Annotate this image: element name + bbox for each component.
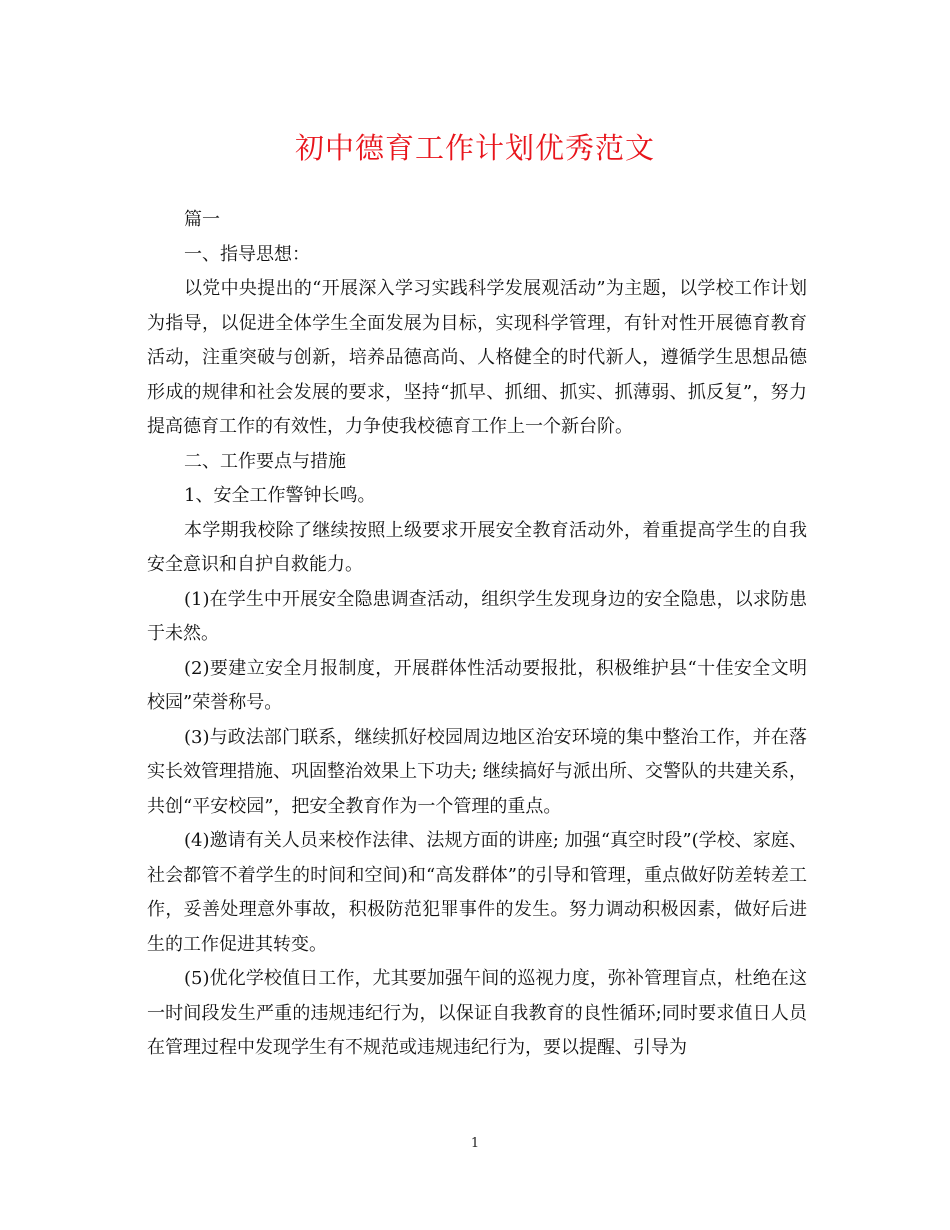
heading-work-points: 二、工作要点与措施 <box>184 450 346 472</box>
list-item: (2)要建立安全月报制度，开展群体性活动要报批，积极维护县“十佳安全文明校园”荣誉称号。 <box>147 657 807 713</box>
document-body <box>147 203 807 1066</box>
list-item: (3)与政法部门联系，继续抓好校园周边地区治安环境的集中整治工作，并在落实长效管理措施、巩固整治效果上下功夫; 继续搞好与派出所、交警队的共建关系，共创“平安校园”，把安全教育作为一个管理的重点。 <box>147 726 807 817</box>
list-item: (4)邀请有关人员来校作法律、法规方面的讲座; 加强“真空时段”(学校、家庭、社会都管不着学生的时间和空间)和“高发群体”的引导和管理，重点做好防差转差工作，妥善处理意外事故，积极防范犯罪事件的发生。努力调动积极因素，做好后进生的工作促进其转变。 <box>147 830 807 955</box>
paragraph: 本学期我校除了继续按照上级要求开展安全教育活动外，着重提高学生的自我安全意识和自护自救能力。 <box>147 519 807 575</box>
subheading-safety: 1、安全工作警钟长鸣。 <box>184 485 376 506</box>
heading-guiding-ideology: 一、指导思想： <box>184 243 310 265</box>
paragraph: 以党中央提出的“开展深入学习实践科学发展观活动”为主题，以学校工作计划为指导，以促进全体学生全面发展为目标，实现科学管理，有针对性开展德育教育活动，注重突破与创新，培养品德高尚、人格健全的时代新人，遵循学生思想品德形成的规律和社会发展的要求，坚持“抓早、抓细、抓实、抓薄弱、抓反复”，努力提高德育工作的有效性，力争使我校德育工作上一个新台阶。 <box>147 278 807 437</box>
list-item: (5)优化学校值日工作，尤其要加强午间的巡视力度，弥补管理盲点，杜绝在这一时间段发生严重的违规违纪行为，以保证自我教育的良性循环;同时要求值日人员在管理过程中发现学生有不规范或违规违纪行为，要以提醒、引导为 <box>147 968 807 1058</box>
list-item: (1)在学生中开展安全隐患调查活动，组织学生发现身边的安全隐患，以求防患于未然。 <box>147 588 807 644</box>
section-label: 篇一 <box>184 209 220 230</box>
document-title: 初中德育工作计划优秀范文 <box>294 131 655 165</box>
page-number: 1 <box>470 1136 480 1151</box>
